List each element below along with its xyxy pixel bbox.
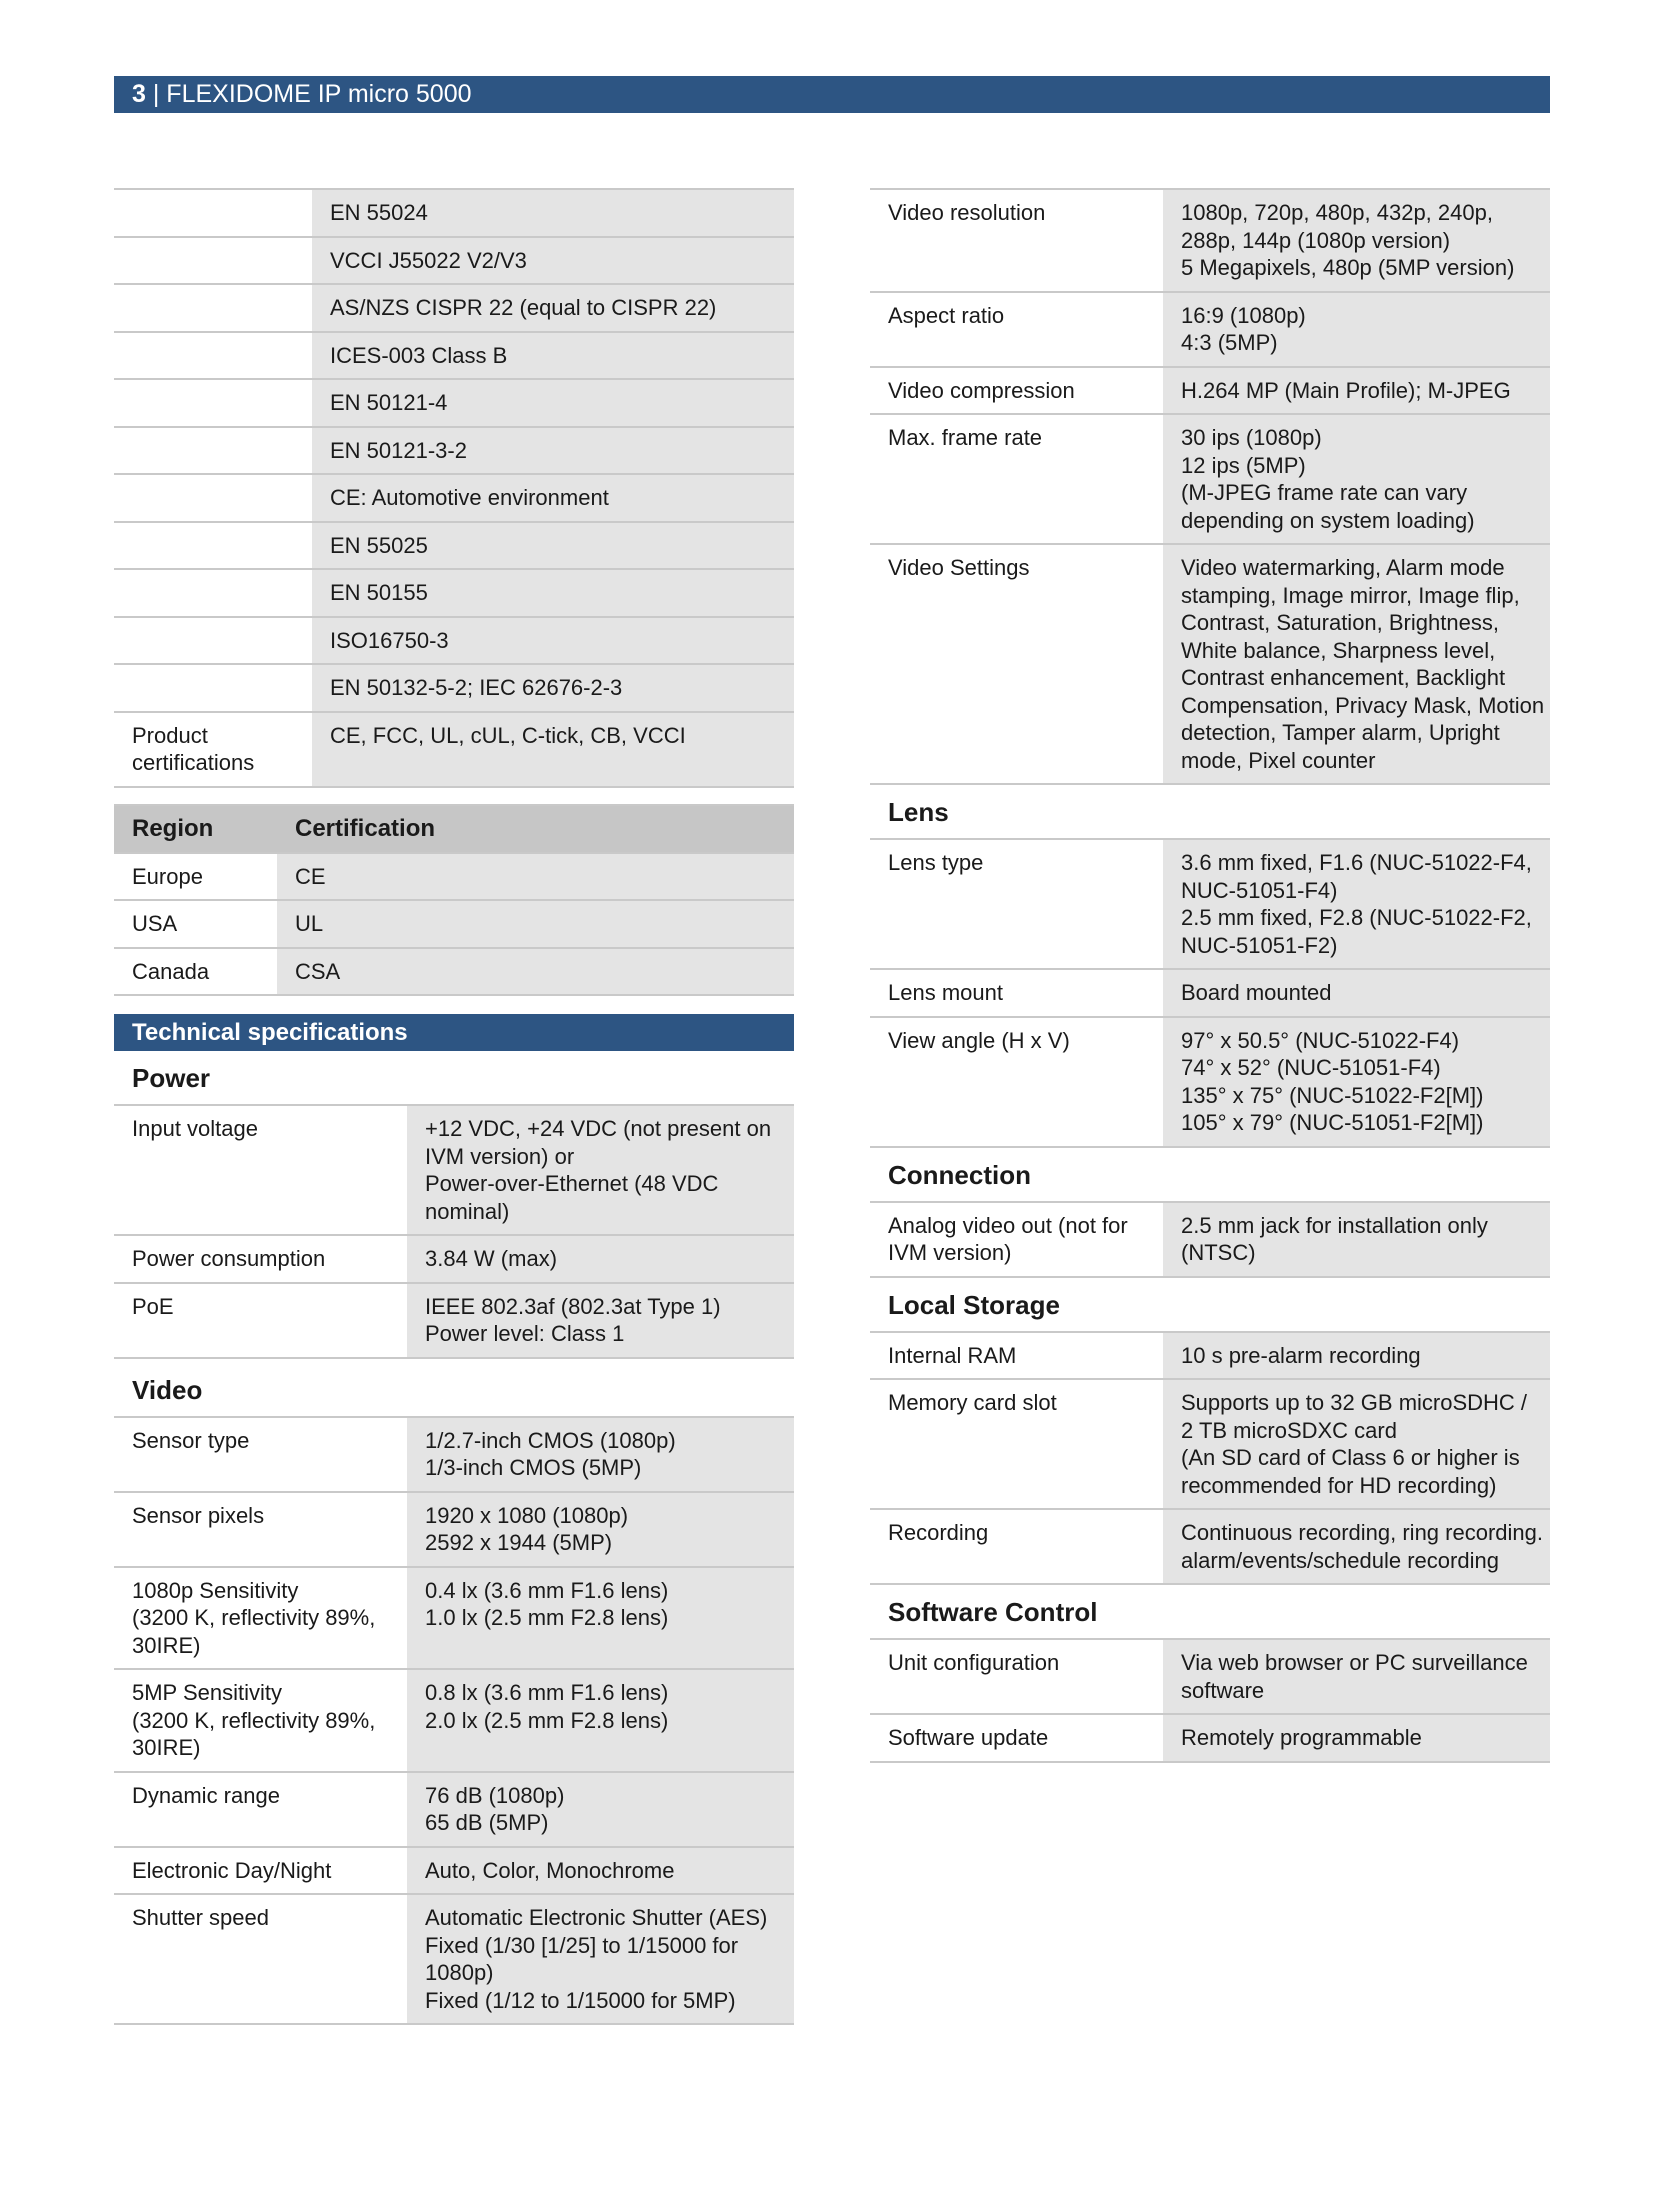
spec-label: Memory card slot	[870, 1379, 1163, 1509]
table-row	[114, 900, 794, 948]
spec-label	[114, 474, 312, 522]
spec-value: 3.84 W (max)	[407, 1235, 794, 1283]
table-row	[870, 1332, 1550, 1380]
region-cell: USA	[114, 900, 277, 948]
spec-label: Input voltage	[114, 1105, 407, 1235]
spec-label	[114, 237, 312, 285]
spec-label: Aspect ratio	[870, 292, 1163, 367]
document-title: | FLEXIDOME IP micro 5000	[152, 80, 472, 108]
spec-label: Shutter speed	[114, 1894, 407, 2024]
table-row	[870, 414, 1550, 544]
spec-value: 10 s pre-alarm recording	[1163, 1332, 1550, 1380]
spec-value: EN 55024	[312, 189, 794, 237]
spec-value: Remotely programmable	[1163, 1714, 1550, 1762]
region-cell: Europe	[114, 853, 277, 901]
video-table	[114, 1416, 794, 2026]
spec-value: EN 50132-5-2; IEC 62676-2-3	[312, 664, 794, 712]
spec-value: Auto, Color, Monochrome	[407, 1847, 794, 1895]
table-row	[114, 617, 794, 665]
spec-value: Via web browser or PC surveillance software	[1163, 1639, 1550, 1714]
spec-label: Lens mount	[870, 969, 1163, 1017]
table-row	[870, 1714, 1550, 1762]
table-row	[114, 1417, 794, 1492]
spec-value: ICES-003 Class B	[312, 332, 794, 380]
spec-label: Sensor pixels	[114, 1492, 407, 1567]
connection-heading: Connection	[888, 1159, 1031, 1190]
spec-value: EN 50121-3-2	[312, 427, 794, 475]
spec-label: Video Settings	[870, 544, 1163, 784]
table-row	[114, 853, 794, 901]
spec-value: VCCI J55022 V2/V3	[312, 237, 794, 285]
table-row	[870, 1509, 1550, 1584]
lens-heading: Lens	[888, 797, 949, 827]
region-certification-table	[114, 804, 794, 997]
table-row	[114, 1492, 794, 1567]
right-column	[870, 188, 1550, 1763]
software-control-table	[870, 1638, 1550, 1763]
table-row	[870, 367, 1550, 415]
local-storage-table	[870, 1331, 1550, 1586]
table-row	[114, 712, 794, 787]
spec-label	[114, 189, 312, 237]
table-row	[114, 1894, 794, 2024]
spec-label: Product certifications	[114, 712, 312, 787]
spec-label: Analog video out (not for IVM version)	[870, 1202, 1163, 1277]
spec-label	[114, 427, 312, 475]
spec-value: 76 dB (1080p) 65 dB (5MP)	[407, 1772, 794, 1847]
spec-label	[114, 284, 312, 332]
video-heading: Video	[132, 1374, 203, 1405]
spec-value: 2.5 mm jack for installation only (NTSC)	[1163, 1202, 1550, 1277]
spec-value: 1/2.7-inch CMOS (1080p) 1/3-inch CMOS (5MP)	[407, 1417, 794, 1492]
table-row	[114, 1283, 794, 1358]
spec-value: Automatic Electronic Shutter (AES) Fixed (1/30 [1/25] to 1/15000 for 1080p) Fixed (1/12 to 1/15000 for 5MP)	[407, 1894, 794, 2024]
spec-label: Dynamic range	[114, 1772, 407, 1847]
spec-label: Sensor type	[114, 1417, 407, 1492]
table-row	[870, 1017, 1550, 1147]
certification-column-header: Certification	[277, 805, 794, 853]
software-control-heading: Software Control	[888, 1597, 1098, 1627]
spec-label: PoE	[114, 1283, 407, 1358]
standards-table	[114, 188, 794, 788]
spec-label: Video compression	[870, 367, 1163, 415]
table-row	[870, 969, 1550, 1017]
region-table-header	[114, 805, 794, 853]
spec-value: 97° x 50.5° (NUC-51022-F4) 74° x 52° (NUC-51051-F4) 135° x 75° (NUC-51022-F2[M]) 105° x 79° (NUC-51051-F2[M])	[1163, 1017, 1550, 1147]
spec-value: ISO16750-3	[312, 617, 794, 665]
left-column	[114, 188, 794, 2025]
spec-value: 1920 x 1080 (1080p) 2592 x 1944 (5MP)	[407, 1492, 794, 1567]
table-row	[114, 189, 794, 237]
spec-value: AS/NZS CISPR 22 (equal to CISPR 22)	[312, 284, 794, 332]
spec-label: View angle (H x V)	[870, 1017, 1163, 1147]
table-row	[114, 474, 794, 522]
spec-value: 0.8 lx (3.6 mm F1.6 lens) 2.0 lx (2.5 mm F2.8 lens)	[407, 1669, 794, 1772]
spec-value: 0.4 lx (3.6 mm F1.6 lens) 1.0 lx (2.5 mm F2.8 lens)	[407, 1567, 794, 1670]
table-row	[870, 1639, 1550, 1714]
spec-value: Video watermarking, Alarm mode stamping, Image mirror, Image flip, Contrast, Saturation, Brightness, White balance, Sharpness level, Contrast enhancement, Backlight Compensation, Privacy Mask, Motion detection, Tamper alarm, Upright mode, Pixel counter	[1163, 544, 1550, 784]
spec-value: 16:9 (1080p) 4:3 (5MP)	[1163, 292, 1550, 367]
spec-label: 5MP Sensitivity (3200 K, reflectivity 89%, 30IRE)	[114, 1669, 407, 1772]
spec-value: Continuous recording, ring recording. alarm/events/schedule recording	[1163, 1509, 1550, 1584]
table-row	[114, 284, 794, 332]
table-row	[114, 1772, 794, 1847]
spec-label: Power consumption	[114, 1235, 407, 1283]
technical-specifications-heading: Technical specifications	[114, 1014, 794, 1051]
certification-cell: CSA	[277, 948, 794, 996]
table-row	[114, 1847, 794, 1895]
power-table	[114, 1104, 794, 1359]
spec-value: 3.6 mm fixed, F1.6 (NUC-51022-F4, NUC-51051-F4) 2.5 mm fixed, F2.8 (NUC-51022-F2, NUC-51051-F2)	[1163, 839, 1550, 969]
table-row	[114, 948, 794, 996]
table-row	[114, 1669, 794, 1772]
spec-label: 1080p Sensitivity (3200 K, reflectivity 89%, 30IRE)	[114, 1567, 407, 1670]
table-row	[114, 569, 794, 617]
spec-label: Lens type	[870, 839, 1163, 969]
table-row	[114, 1567, 794, 1670]
lens-table	[870, 838, 1550, 1148]
spec-value: EN 50155	[312, 569, 794, 617]
spec-label: Recording	[870, 1509, 1163, 1584]
table-row	[870, 189, 1550, 292]
certification-cell: CE	[277, 853, 794, 901]
spec-label: Video resolution	[870, 189, 1163, 292]
video-details-table	[870, 188, 1550, 785]
spec-label: Unit configuration	[870, 1639, 1163, 1714]
table-row	[114, 664, 794, 712]
table-row	[114, 332, 794, 380]
page-number: 3	[132, 80, 146, 108]
table-row	[114, 1235, 794, 1283]
spec-label: Max. frame rate	[870, 414, 1163, 544]
spec-value: +12 VDC, +24 VDC (not present on IVM version) or Power-over-Ethernet (48 VDC nominal)	[407, 1105, 794, 1235]
spec-value: 30 ips (1080p) 12 ips (5MP) (M-JPEG frame rate can vary depending on system loading)	[1163, 414, 1550, 544]
region-column-header: Region	[114, 805, 277, 853]
spec-value: CE, FCC, UL, cUL, C-tick, CB, VCCI	[312, 712, 794, 787]
table-row	[114, 427, 794, 475]
spec-label: Software update	[870, 1714, 1163, 1762]
spec-label: Electronic Day/Night	[114, 1847, 407, 1895]
certification-cell: UL	[277, 900, 794, 948]
table-row	[114, 379, 794, 427]
table-row	[114, 1105, 794, 1235]
spec-label: Internal RAM	[870, 1332, 1163, 1380]
spec-value: IEEE 802.3af (802.3at Type 1) Power level: Class 1	[407, 1283, 794, 1358]
region-cell: Canada	[114, 948, 277, 996]
spec-value: EN 55025	[312, 522, 794, 570]
spec-label	[114, 617, 312, 665]
spec-value: CE: Automotive environment	[312, 474, 794, 522]
page-header	[114, 76, 1550, 113]
table-row	[114, 522, 794, 570]
local-storage-heading: Local Storage	[888, 1289, 1060, 1320]
table-row	[870, 292, 1550, 367]
power-heading: Power	[132, 1063, 211, 1093]
spec-value: H.264 MP (Main Profile); M-JPEG	[1163, 367, 1550, 415]
spec-value: Supports up to 32 GB microSDHC / 2 TB microSDXC card (An SD card of Class 6 or higher is recommended for HD recording)	[1163, 1379, 1550, 1509]
connection-table	[870, 1201, 1550, 1278]
table-row	[870, 1202, 1550, 1277]
spec-label	[114, 664, 312, 712]
table-row	[870, 544, 1550, 784]
table-row	[870, 1379, 1550, 1509]
spec-value: EN 50121-4	[312, 379, 794, 427]
spec-value: 1080p, 720p, 480p, 432p, 240p, 288p, 144p (1080p version) 5 Megapixels, 480p (5MP version)	[1163, 189, 1550, 292]
spec-label	[114, 379, 312, 427]
spec-label	[114, 332, 312, 380]
table-row	[114, 237, 794, 285]
spec-label	[114, 569, 312, 617]
table-row	[870, 839, 1550, 969]
spec-label	[114, 522, 312, 570]
spec-value: Board mounted	[1163, 969, 1550, 1017]
